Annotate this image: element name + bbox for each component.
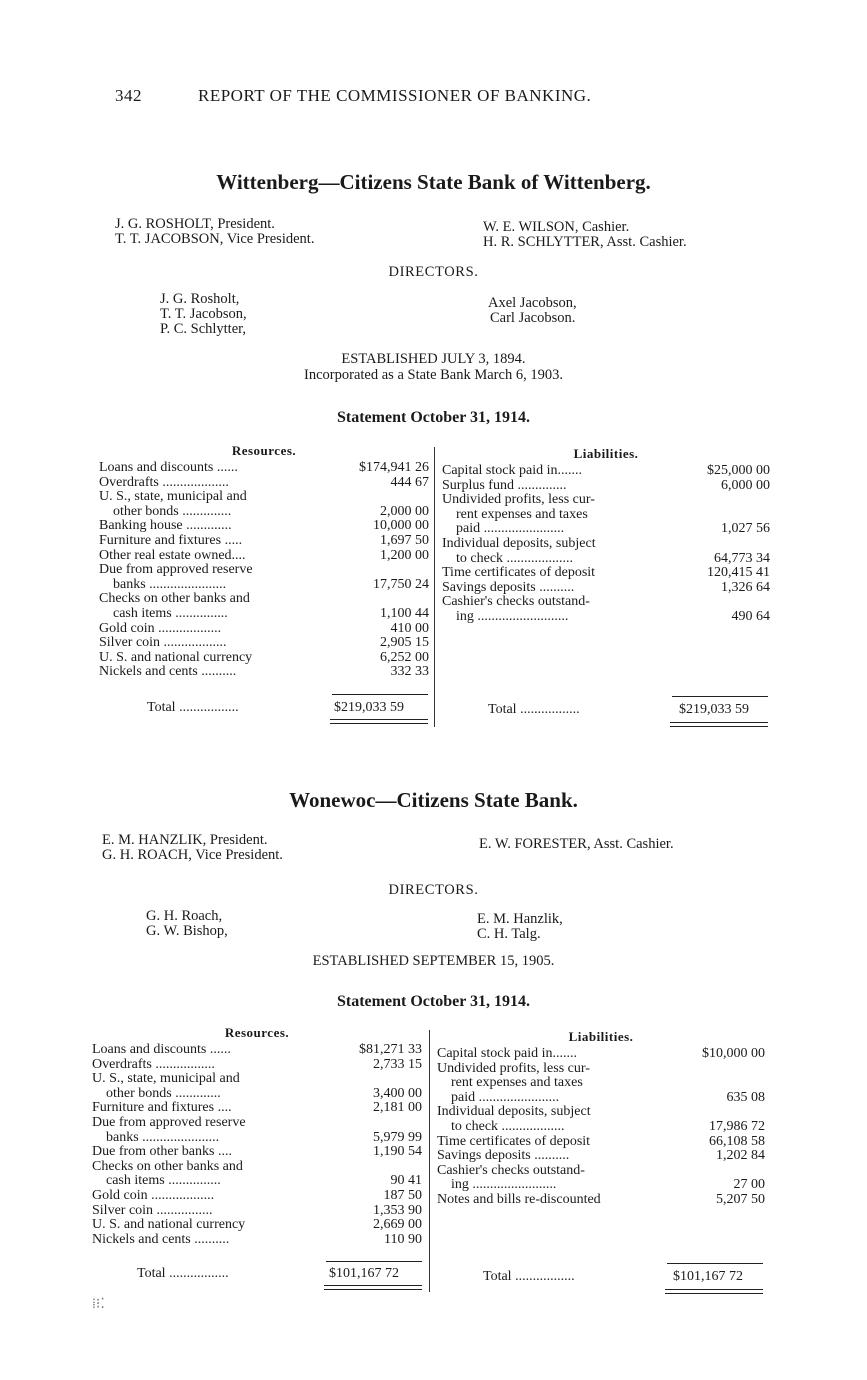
ledger-label: Time certificates of deposit — [442, 566, 596, 581]
incorporated: Incorporated as a State Bank March 6, 1903. — [304, 367, 563, 383]
ledger-amount: 64,773 34 — [714, 550, 770, 566]
ledger-amount: 2,000 00 — [380, 503, 429, 519]
ledger-row — [442, 508, 770, 523]
ledger-amount: 2,181 00 — [373, 1100, 422, 1116]
statement-heading: Statement October 31, 1914. — [337, 409, 530, 426]
column-divider — [429, 1030, 430, 1292]
ledger-row — [99, 578, 429, 593]
ledger-label: ing ........................ — [451, 1178, 557, 1193]
officer: J. G. ROSHOLT, President. — [115, 216, 275, 232]
ledger-label: Due from approved reserve — [92, 1115, 246, 1130]
ledger-label: rent expenses and taxes — [456, 507, 588, 522]
director: E. M. Hanzlik, — [477, 911, 563, 927]
ledger-row — [442, 537, 770, 552]
ledger-row — [442, 581, 770, 596]
officer: H. R. SCHLYTTER, Asst. Cashier. — [483, 234, 687, 250]
ledger-amount: 3,400 00 — [373, 1085, 422, 1101]
ledger-amount: 2,905 15 — [380, 635, 429, 651]
double-rule — [330, 719, 428, 724]
ledger-label: Silver coin ................ — [92, 1203, 213, 1218]
ledger-row — [99, 563, 429, 578]
total-label: Total ................. — [483, 1269, 575, 1284]
ledger-label: U. S., state, municipal and — [92, 1072, 240, 1087]
ledger-label: banks ...................... — [106, 1130, 220, 1145]
ledger-row — [442, 464, 770, 479]
running-header: REPORT OF THE COMMISSIONER OF BANKING. — [198, 86, 592, 105]
ledger-row — [99, 607, 429, 622]
ledger-row — [99, 519, 429, 534]
sum-rule — [667, 1263, 763, 1264]
ledger-row — [437, 1120, 765, 1135]
ledger-label: Notes and bills re-discounted — [437, 1192, 601, 1207]
total-label: Total ................. — [137, 1266, 229, 1281]
ledger-row — [99, 490, 429, 505]
page-number: 342 — [115, 86, 142, 105]
column-divider — [434, 447, 435, 727]
ledger-label: Gold coin .................. — [99, 621, 222, 636]
ledger-amount: 635 08 — [726, 1089, 765, 1105]
ledger-label: banks ...................... — [113, 577, 227, 592]
ledger-label: U. S., state, municipal and — [99, 490, 247, 505]
ledger-label: Silver coin .................. — [99, 636, 227, 651]
ledger-amount: 2,669 00 — [373, 1217, 422, 1233]
resources-column — [92, 1025, 422, 1247]
ledger-row — [92, 1087, 422, 1102]
bank-title: Wonewoc—Citizens State Bank. — [289, 788, 578, 812]
established: ESTABLISHED JULY 3, 1894. — [341, 351, 526, 367]
ledger-label: Cashier's checks outstand- — [442, 595, 590, 610]
ledger-amount: 120,415 41 — [707, 565, 770, 581]
ledger-row — [437, 1091, 765, 1106]
liabilities-total: $101,167 72 — [673, 1269, 743, 1284]
ledger-amount: 2,733 15 — [373, 1056, 422, 1072]
ledger-row — [92, 1204, 422, 1219]
ledger-label: Checks on other banks and — [99, 592, 250, 607]
ledger-amount: $10,000 00 — [702, 1046, 765, 1061]
liabilities-column — [442, 446, 770, 625]
officer: G. H. ROACH, Vice President. — [102, 847, 283, 863]
ledger-label: Nickels and cents .......... — [99, 665, 237, 680]
ledger-row — [99, 505, 429, 520]
ledger-row — [442, 610, 770, 625]
director: G. H. Roach, — [146, 908, 223, 924]
ledger-label: Overdrafts ................... — [99, 475, 229, 490]
ledger-row — [442, 493, 770, 508]
ledger-label: other bonds .............. — [113, 504, 232, 519]
ledger-row — [442, 552, 770, 567]
ledger-label: paid ....................... — [456, 522, 565, 537]
double-rule — [670, 722, 768, 727]
ledger-row — [92, 1116, 422, 1131]
ledger-label: paid ....................... — [451, 1090, 560, 1105]
resources-total: $219,033 59 — [334, 700, 404, 715]
ledger-amount: 5,979 99 — [373, 1129, 422, 1145]
ledger-label: Surplus fund .............. — [442, 478, 567, 493]
ledger-label: Cashier's checks outstand- — [437, 1163, 585, 1178]
established: ESTABLISHED SEPTEMBER 15, 1905. — [312, 953, 555, 969]
ledger-label: Other real estate owned.... — [99, 548, 246, 563]
director: C. H. Talg. — [477, 926, 541, 942]
ledger-label: cash items ............... — [113, 606, 228, 621]
ledger-row — [437, 1164, 765, 1179]
ledger-label: cash items ............... — [106, 1174, 221, 1189]
ledger-row — [99, 592, 429, 607]
ledger-amount: $81,271 33 — [359, 1042, 422, 1057]
officer: E. W. FORESTER, Asst. Cashier. — [479, 836, 674, 852]
ledger-amount: 410 00 — [390, 620, 429, 636]
ledger-label: Due from approved reserve — [99, 563, 253, 578]
ledger-row — [437, 1135, 765, 1150]
ledger-label: Due from other banks .... — [92, 1145, 232, 1160]
ledger-label: Savings deposits .......... — [437, 1149, 570, 1164]
ledger-label: Undivided profits, less cur- — [437, 1061, 590, 1076]
ledger-label: Time certificates of deposit — [437, 1134, 591, 1149]
directors-heading: DIRECTORS. — [388, 264, 479, 280]
sum-rule — [326, 1261, 422, 1262]
director: G. W. Bishop, — [146, 923, 228, 939]
ledger-row — [92, 1189, 422, 1204]
ledger-label: Loans and discounts ...... — [99, 461, 238, 475]
liabilities-column — [437, 1029, 765, 1208]
ledger-row — [99, 461, 429, 476]
ledger-amount: 17,750 24 — [373, 576, 429, 592]
ledger-amount: 1,200 00 — [380, 547, 429, 563]
ledger-row — [442, 595, 770, 610]
ledger-label: other bonds ............. — [106, 1086, 221, 1101]
ledger-row — [99, 651, 429, 666]
ledger-row — [99, 665, 429, 680]
statement-heading: Statement October 31, 1914. — [337, 993, 530, 1010]
ledger-amount: $25,000 00 — [707, 463, 770, 478]
ledger-row — [99, 476, 429, 491]
ledger-row — [99, 622, 429, 637]
ledger-label: to check .................. — [451, 1119, 565, 1134]
ledger-row — [442, 566, 770, 581]
ledger-row — [437, 1047, 765, 1062]
officer: E. M. HANZLIK, President. — [102, 832, 268, 848]
ledger-amount: 110 90 — [384, 1231, 422, 1247]
ledger-row — [99, 636, 429, 651]
sum-rule — [332, 694, 428, 695]
ledger-row — [437, 1178, 765, 1193]
ledger-amount: 1,697 50 — [380, 532, 429, 548]
ledger-row — [92, 1043, 422, 1058]
ledger-row — [92, 1131, 422, 1146]
sum-rule — [672, 696, 768, 697]
ledger-label: Undivided profits, less cur- — [442, 493, 595, 508]
liabilities-heading: Liabilities. — [568, 1029, 634, 1044]
ledger-label: Furniture and fixtures ..... — [99, 533, 243, 548]
ledger-amount: 6,252 00 — [380, 649, 429, 665]
ledger-row — [442, 479, 770, 494]
ledger-row — [437, 1076, 765, 1091]
ledger-label: Savings deposits .......... — [442, 580, 575, 595]
ledger-amount: 27 00 — [733, 1177, 765, 1193]
ledger-amount: 187 50 — [383, 1187, 422, 1203]
ledger-label: Gold coin .................. — [92, 1188, 215, 1203]
ledger-row — [92, 1145, 422, 1160]
ledger-label: Capital stock paid in....... — [437, 1047, 577, 1061]
ledger-amount: $174,941 26 — [359, 460, 429, 475]
ledger-amount: 1,202 84 — [716, 1148, 765, 1164]
resources-column — [99, 443, 429, 680]
ledger-row — [92, 1174, 422, 1189]
ledger-label: Banking house ............. — [99, 519, 232, 534]
ledger-label: Loans and discounts ...... — [92, 1043, 231, 1057]
ledger-label: Nickels and cents .......... — [92, 1232, 230, 1247]
double-rule — [665, 1289, 763, 1294]
liabilities-heading: Liabilities. — [573, 446, 639, 461]
ledger-amount: 66,108 58 — [709, 1133, 765, 1149]
ledger-amount: 17,986 72 — [709, 1118, 765, 1134]
ledger-row — [92, 1058, 422, 1073]
ledger-label: ing .......................... — [456, 609, 569, 624]
ledger-amount: 10,000 00 — [373, 518, 429, 534]
ledger-row — [92, 1101, 422, 1116]
ledger-row — [437, 1193, 765, 1208]
ledger-row — [99, 534, 429, 549]
ledger-amount: 490 64 — [731, 608, 770, 624]
officer: W. E. WILSON, Cashier. — [483, 219, 630, 235]
officer: T. T. JACOBSON, Vice President. — [115, 231, 315, 247]
resources-heading: Resources. — [224, 1025, 290, 1040]
ledger-row — [92, 1160, 422, 1175]
ledger-label: Individual deposits, subject — [442, 536, 596, 551]
resources-total: $101,167 72 — [329, 1266, 399, 1281]
ledger-amount: 332 33 — [390, 664, 429, 680]
ledger-amount: 1,100 44 — [380, 605, 429, 621]
directors-heading: DIRECTORS. — [388, 882, 479, 898]
ledger-amount: 1,353 90 — [373, 1202, 422, 1218]
ledger-label: Checks on other banks and — [92, 1159, 243, 1174]
ledger-row — [437, 1062, 765, 1077]
ledger-label: U. S. and national currency — [92, 1218, 246, 1233]
director: P. C. Schlytter, — [160, 321, 247, 337]
ledger-amount: 6,000 00 — [721, 477, 770, 493]
ledger-row — [442, 522, 770, 537]
ledger-row — [92, 1072, 422, 1087]
ledger-label: Individual deposits, subject — [437, 1105, 591, 1120]
director: T. T. Jacobson, — [160, 306, 247, 322]
ledger-label: Furniture and fixtures .... — [92, 1101, 232, 1116]
ledger-row — [92, 1233, 422, 1248]
ledger-label: Capital stock paid in....... — [442, 464, 582, 478]
ledger-label: rent expenses and taxes — [451, 1076, 583, 1091]
ledger-label: Overdrafts ................. — [92, 1057, 215, 1072]
ledger-row — [92, 1218, 422, 1233]
resources-heading: Resources. — [231, 443, 297, 458]
ledger-label: U. S. and national currency — [99, 650, 253, 665]
double-rule — [324, 1285, 422, 1290]
director: Axel Jacobson, — [488, 295, 577, 311]
ledger-label: to check ................... — [456, 551, 574, 566]
bank-title: Wittenberg—Citizens State Bank of Wittenberg. — [216, 170, 651, 194]
ledger-amount: 90 41 — [390, 1173, 422, 1189]
ledger-amount: 444 67 — [390, 474, 429, 490]
ledger-amount: 5,207 50 — [716, 1191, 765, 1207]
liabilities-total: $219,033 59 — [679, 702, 749, 717]
ledger-row — [437, 1105, 765, 1120]
ledger-amount: 1,326 64 — [721, 579, 770, 595]
total-label: Total ................. — [147, 700, 239, 715]
ledger-row — [437, 1149, 765, 1164]
total-label: Total ................. — [488, 702, 580, 717]
ledger-amount: 1,027 56 — [721, 521, 770, 537]
ink-smudge: ⁞⁝⁚ — [92, 1297, 105, 1312]
director: J. G. Rosholt, — [160, 291, 240, 307]
director: Carl Jacobson. — [490, 310, 576, 326]
ledger-row — [99, 549, 429, 564]
ledger-amount: 1,190 54 — [373, 1144, 422, 1160]
